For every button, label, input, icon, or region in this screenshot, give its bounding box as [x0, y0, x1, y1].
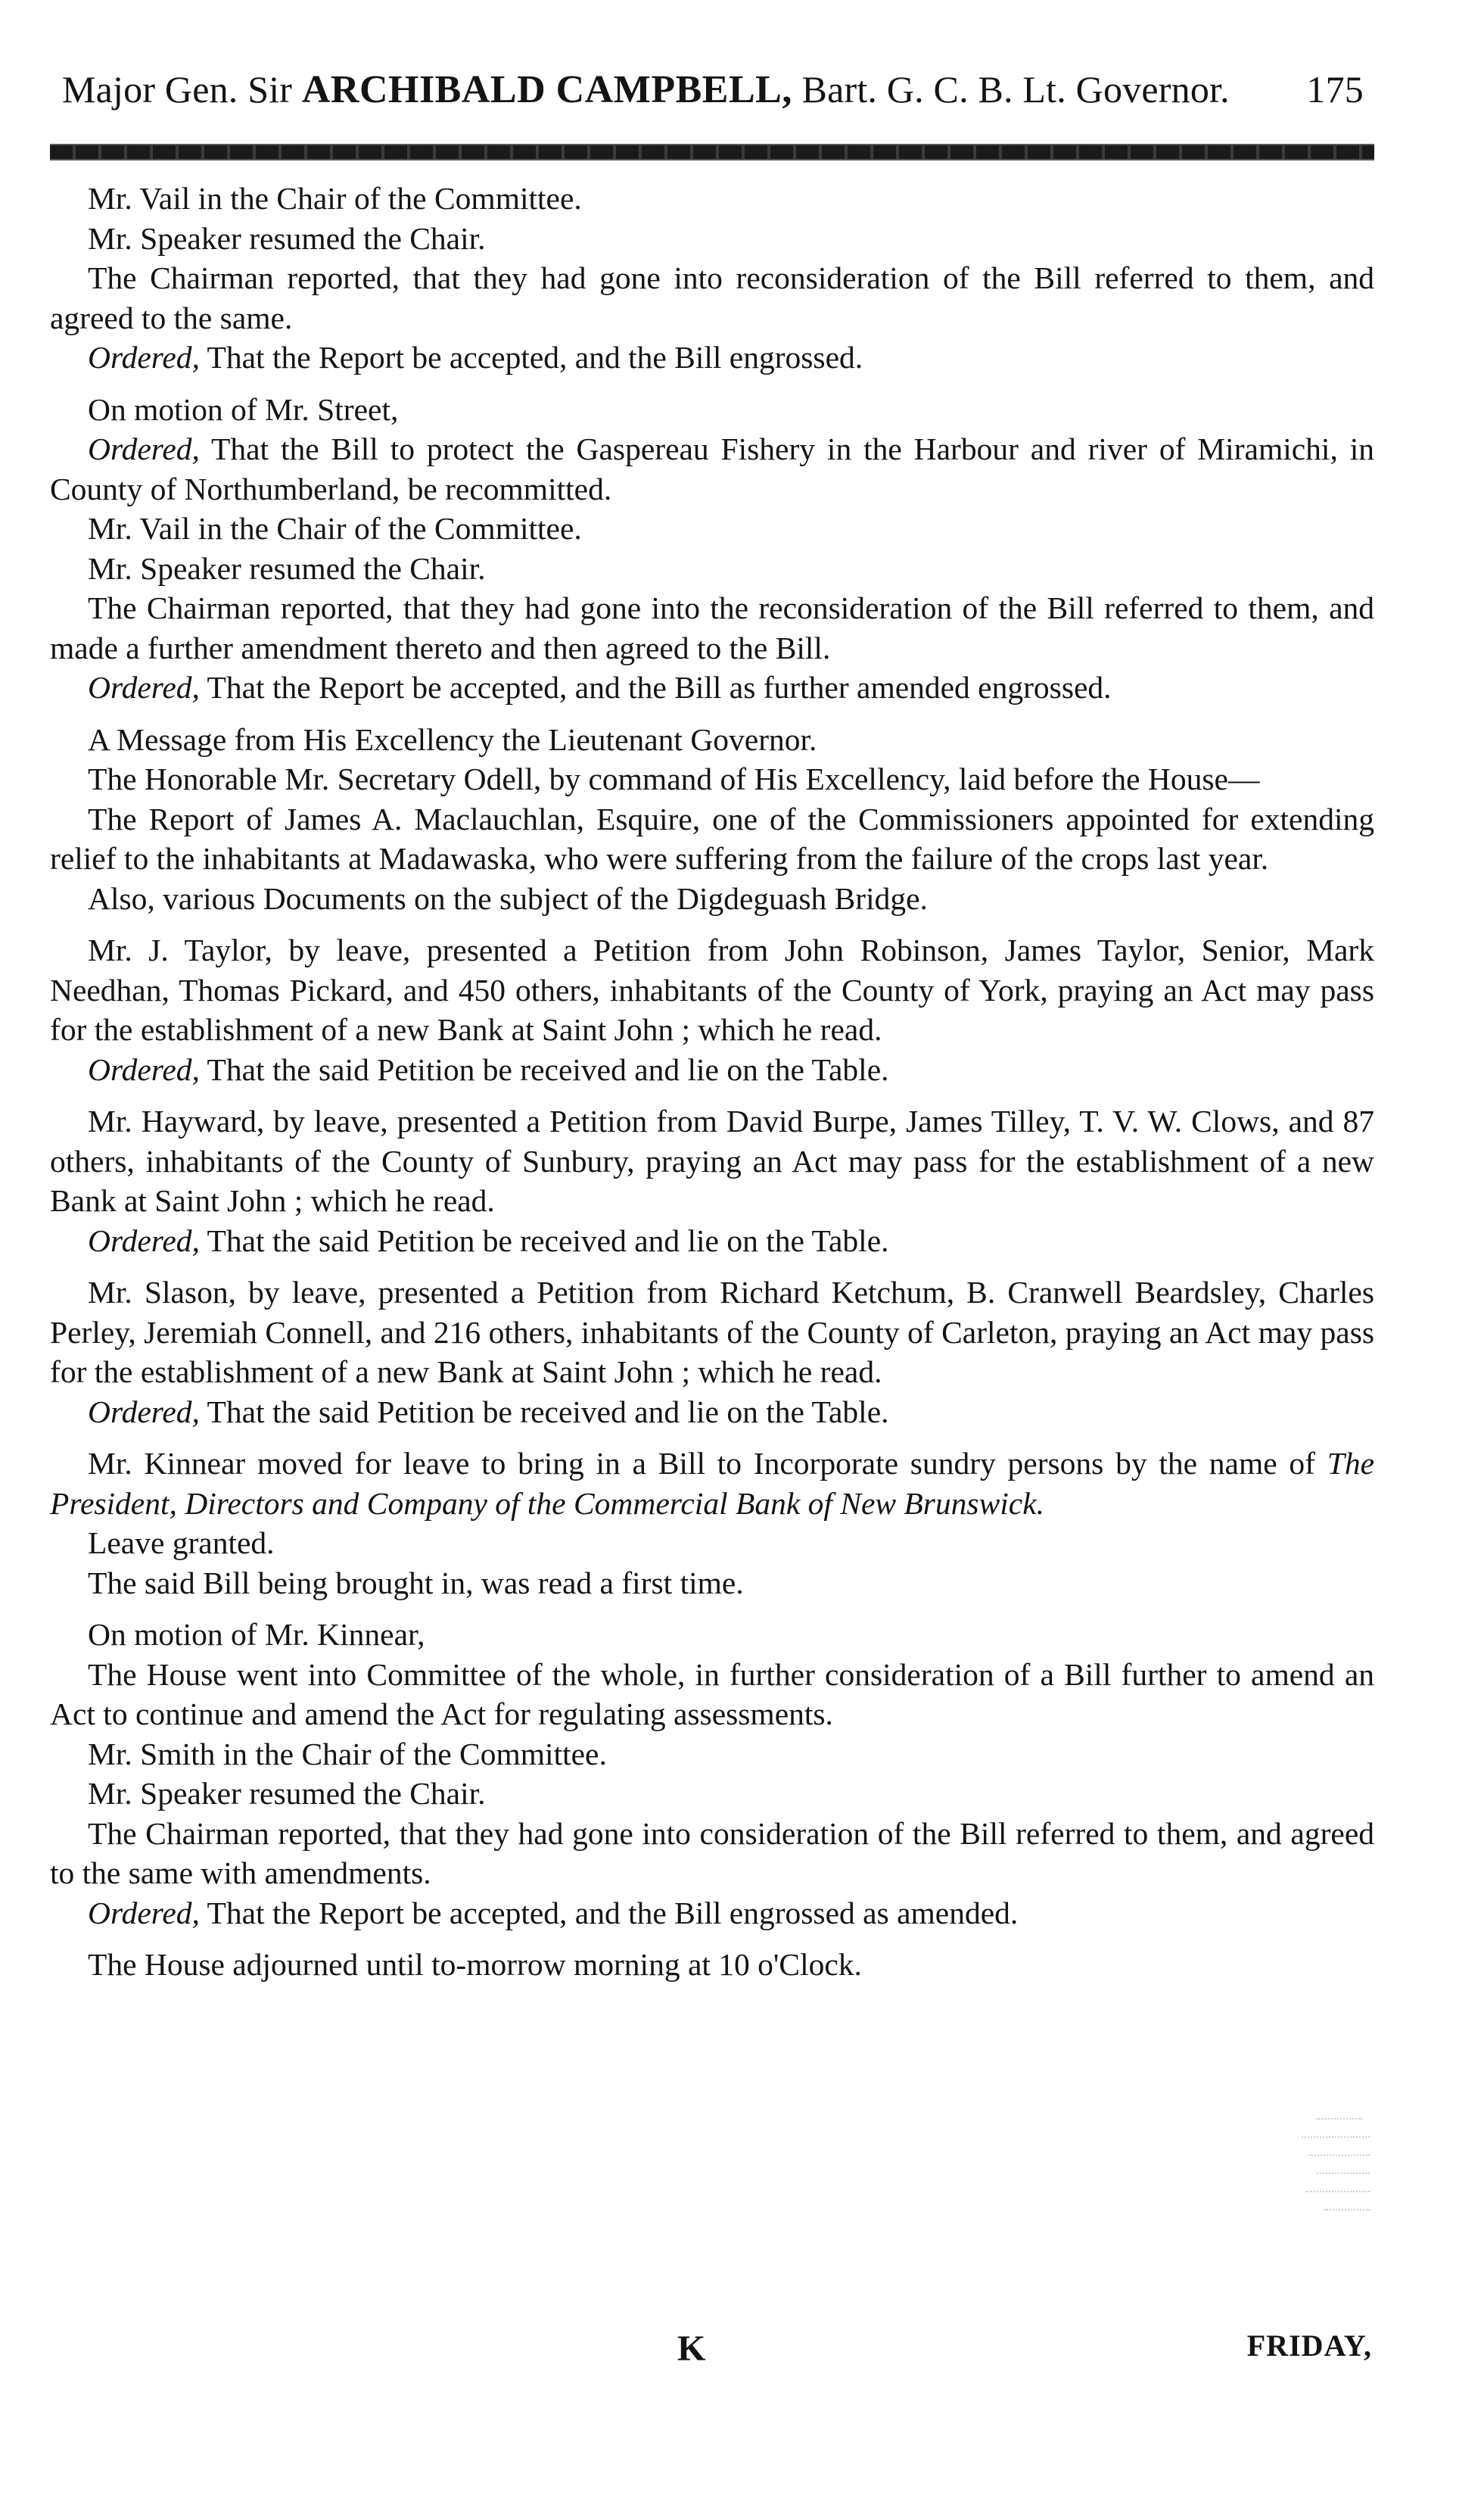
paragraph-text: The House adjourned until to-morrow morning at 10 o'Clock.	[88, 1947, 862, 1982]
paragraph-text: That the Report be accepted, and the Bill engrossed.	[199, 340, 863, 375]
running-header	[62, 67, 1364, 113]
paragraph-text: That the Report be accepted, and the Bill engrossed as amended.	[199, 1895, 1019, 1930]
paragraph	[50, 1814, 1374, 1893]
paragraph	[50, 930, 1374, 1050]
paragraph	[50, 1563, 1374, 1603]
paragraph-text: That the Bill to protect the Gaspereau Fishery in the Harbour and river of Miramichi, in County of Northumberland, be recommitted.	[50, 431, 1374, 506]
paragraph	[50, 1655, 1374, 1734]
paragraph	[50, 799, 1374, 879]
paragraph-text: The Chairman reported, that they had gone into the reconsideration of the Bill referred to them, and made a further amendment thereto and then agreed to the Bill.	[50, 590, 1374, 665]
header-title-pre: Major Gen. Sir	[62, 68, 302, 111]
ordered-lead: Ordered,	[88, 1895, 200, 1930]
paragraph-text: On motion of Mr. Kinnear,	[88, 1617, 425, 1652]
paragraph	[50, 1273, 1374, 1392]
paragraph	[50, 390, 1374, 430]
paragraph	[50, 219, 1374, 259]
ordered-lead: Ordered,	[88, 340, 200, 375]
paragraph	[50, 588, 1374, 668]
paragraph	[50, 179, 1374, 219]
paragraph	[50, 549, 1374, 589]
paragraph	[50, 1444, 1374, 1523]
paragraph-text: Leave granted.	[88, 1525, 275, 1560]
ordered-lead: Ordered,	[88, 670, 200, 705]
paragraph-text: Mr. Smith in the Chair of the Committee.	[88, 1736, 607, 1771]
paragraph-text: Mr. Slason, by leave, presented a Petition from Richard Ketchum, B. Cranwell Beardsley, Charles Perley, Jeremiah Connell, and 216 others, inhabitants of the County of Carleton, praying an Act may pass for the establishment of a new Bank at Saint John ; which he read.	[50, 1275, 1374, 1389]
paragraph	[50, 1392, 1374, 1432]
journal-body	[50, 179, 1374, 1985]
paragraph	[50, 1523, 1374, 1563]
paragraph-text: The Chairman reported, that they had gone into consideration of the Bill referred to them, and agreed to the same with amendments.	[50, 1815, 1374, 1890]
paragraph-text: Mr. Vail in the Chair of the Committee.	[88, 181, 582, 216]
paragraph-text: The Chairman reported, that they had gone into reconsideration of the Bill referred to them, and agreed to the same.	[50, 260, 1374, 335]
paragraph	[50, 1893, 1374, 1933]
paragraph-text: Mr. Vail in the Chair of the Committee.	[88, 511, 582, 546]
paragraph-text: The House went into Committee of the whole, in further consideration of a Bill further to amend an Act to continue and amend the Act for regulating assessments.	[50, 1656, 1374, 1731]
paragraph-text: Mr. Speaker resumed the Chair.	[88, 550, 486, 586]
ordered-lead: Ordered,	[88, 1051, 200, 1087]
paragraph	[50, 1050, 1374, 1090]
paragraph	[50, 759, 1374, 799]
paragraph	[50, 720, 1374, 760]
paragraph	[50, 668, 1374, 708]
paragraph-text: A Message from His Excellency the Lieutenant Governor.	[88, 721, 817, 757]
paragraph	[50, 1734, 1374, 1774]
paragraph	[50, 429, 1374, 509]
ordered-lead: Ordered,	[88, 431, 200, 466]
paragraph-text: Mr. Speaker resumed the Chair.	[88, 1776, 486, 1811]
catchword: FRIDAY,	[1246, 2329, 1372, 2363]
paragraph	[50, 258, 1374, 338]
paragraph-text: That the said Petition be received and lie on the Table.	[199, 1223, 889, 1258]
header-title-name: ARCHIBALD CAMPBELL,	[301, 68, 792, 111]
paragraph	[50, 879, 1374, 919]
paragraph-text: That the said Petition be received and lie on the Table.	[199, 1051, 889, 1087]
paragraph-text: That the said Petition be received and lie on the Table.	[199, 1394, 889, 1429]
paragraph	[50, 1101, 1374, 1221]
paragraph-text: Also, various Documents on the subject of the Digdeguash Bridge.	[88, 880, 928, 916]
paragraph	[50, 509, 1374, 549]
paragraph-text: Mr. Speaker resumed the Chair.	[88, 220, 486, 256]
header-title-post: Bart. G. C. B. Lt. Governor.	[792, 68, 1230, 111]
paragraph	[50, 1774, 1374, 1814]
bill-title-italic: The President, Directors and Company of the Commercial Bank of New Brunswick.	[50, 1446, 1374, 1521]
paragraph-text: Mr. Hayward, by leave, presented a Petition from David Burpe, James Tilley, T. V. W. Clows, and 87 others, inhabitants of the County of Sunbury, praying an Act may pass for the establishment of a new Bank at Saint John ; which he read.	[50, 1104, 1374, 1218]
paragraph	[50, 338, 1374, 378]
paragraph-text: The Report of James A. Maclauchlan, Esquire, one of the Commissioners appointed for extending relief to the inhabitants at Madawaska, who were suffering from the failure of the crops last year.	[50, 801, 1374, 876]
header-rule	[50, 144, 1374, 160]
paragraph-text: Mr. Kinnear moved for leave to bring in a Bill to Incorporate sundry persons by the name of	[88, 1446, 1327, 1481]
signature-mark: K	[677, 2329, 706, 2369]
paragraph	[50, 1615, 1374, 1655]
paragraph-text: The Honorable Mr. Secretary Odell, by command of His Excellency, laid before the House—	[88, 762, 1260, 796]
paragraph-text: Mr. J. Taylor, by leave, presented a Petition from John Robinson, James Taylor, Senior, Mark Needhan, Thomas Pickard, and 450 others, inhabitants of the County of York, praying an Act may pass for the establishment of a new Bank at Saint John ; which he read.	[50, 933, 1374, 1047]
bleed-through-marks	[1302, 2112, 1392, 2309]
paragraph-text: The said Bill being brought in, was read a first time.	[88, 1565, 744, 1600]
paragraph	[50, 1221, 1374, 1261]
paragraph	[50, 1945, 1374, 1985]
paragraph-text: That the Report be accepted, and the Bill as further amended engrossed.	[199, 670, 1112, 705]
paragraph-text: On motion of Mr. Street,	[88, 391, 399, 427]
ordered-lead: Ordered,	[88, 1394, 200, 1429]
page-number: 175	[1306, 68, 1364, 111]
ordered-lead: Ordered,	[88, 1223, 200, 1258]
